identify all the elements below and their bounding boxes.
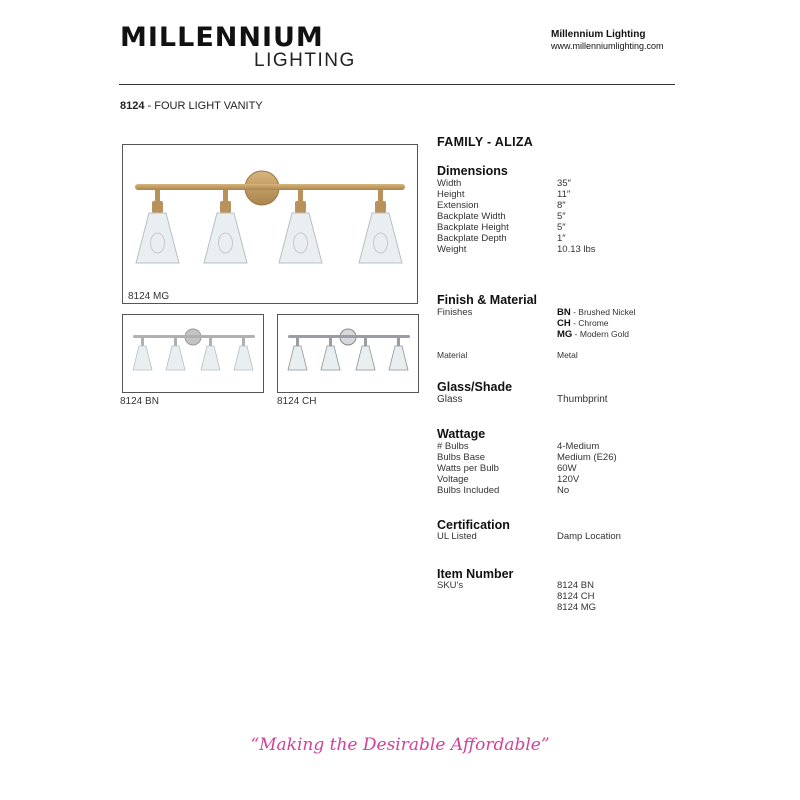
ch-product-image-frame — [277, 314, 419, 393]
spec-row-bulbs: # Bulbs 4-Medium — [437, 441, 600, 452]
glass-shade-heading: Glass/Shade — [437, 380, 513, 394]
company-website: www.millenniumlighting.com — [551, 41, 664, 51]
spec-row-bulbs-base: Bulbs Base Medium (E26) — [437, 452, 617, 463]
finish-material-heading: Finish & Material — [437, 293, 538, 307]
wattage-heading: Wattage — [437, 427, 486, 441]
spec-row-sku-2: 8124 CH — [557, 591, 595, 602]
brand-logo-wordmark: MILLENNIUM — [120, 22, 324, 53]
spec-row-height: Height 11″ — [437, 189, 571, 200]
item-number-heading: Item Number — [437, 567, 514, 581]
brand-tagline: “Making the Desirable Affordable” — [250, 735, 550, 755]
certification-heading: Certification — [437, 518, 510, 532]
spec-row-weight: Weight 10.13 lbs — [437, 244, 596, 255]
spec-row-sku-3: 8124 MG — [557, 602, 597, 613]
spec-row-voltage: Voltage 120V — [437, 474, 580, 485]
brand-logo-subtitle: LIGHTING — [254, 50, 356, 71]
company-name: Millennium Lighting — [551, 29, 646, 40]
spec-row-extension: Extension 8″ — [437, 200, 566, 211]
ch-image-caption: 8124 CH — [277, 396, 317, 407]
product-title — [120, 100, 263, 112]
spec-row-ul-listed: UL Listed Damp Location — [437, 531, 621, 542]
main-image-caption: 8124 MG — [128, 291, 170, 302]
bn-image-caption: 8124 BN — [120, 396, 159, 407]
spec-row-finish-mg: MG - Modern Gold — [557, 329, 630, 340]
spec-row-finish-ch: CH - Chrome — [557, 318, 609, 329]
spec-row-bulbs-included: Bulbs Included No — [437, 485, 570, 496]
vanity-fixture-nickel-image — [123, 315, 263, 392]
bn-product-image-frame — [122, 314, 264, 393]
product-family: FAMILY - ALIZA — [437, 135, 534, 149]
spec-row-glass: Glass Thumbprint — [437, 394, 608, 405]
product-description: - FOUR LIGHT VANITY — [144, 100, 263, 112]
main-product-image-frame — [122, 144, 418, 304]
product-model: 8124 — [120, 100, 145, 112]
vanity-fixture-chrome-image — [278, 315, 418, 392]
spec-row-backplate-depth: Backplate Depth 1″ — [437, 233, 566, 244]
spec-row-backplate-width: Backplate Width 5″ — [437, 211, 566, 222]
dimensions-heading: Dimensions — [437, 164, 508, 178]
spec-row-backplate-height: Backplate Height 5″ — [437, 222, 566, 233]
spec-row-sku-1: SKU's 8124 BN — [437, 580, 594, 591]
vanity-fixture-gold-image — [123, 145, 417, 303]
spec-row-width: Width 35″ — [437, 178, 571, 189]
header-divider — [119, 84, 675, 85]
spec-row-finish-bn: Finishes BN - Brushed Nickel — [437, 307, 636, 318]
spec-row-watts-per-bulb: Watts per Bulb 60W — [437, 463, 577, 474]
spec-row-material: Material Metal — [437, 350, 578, 360]
